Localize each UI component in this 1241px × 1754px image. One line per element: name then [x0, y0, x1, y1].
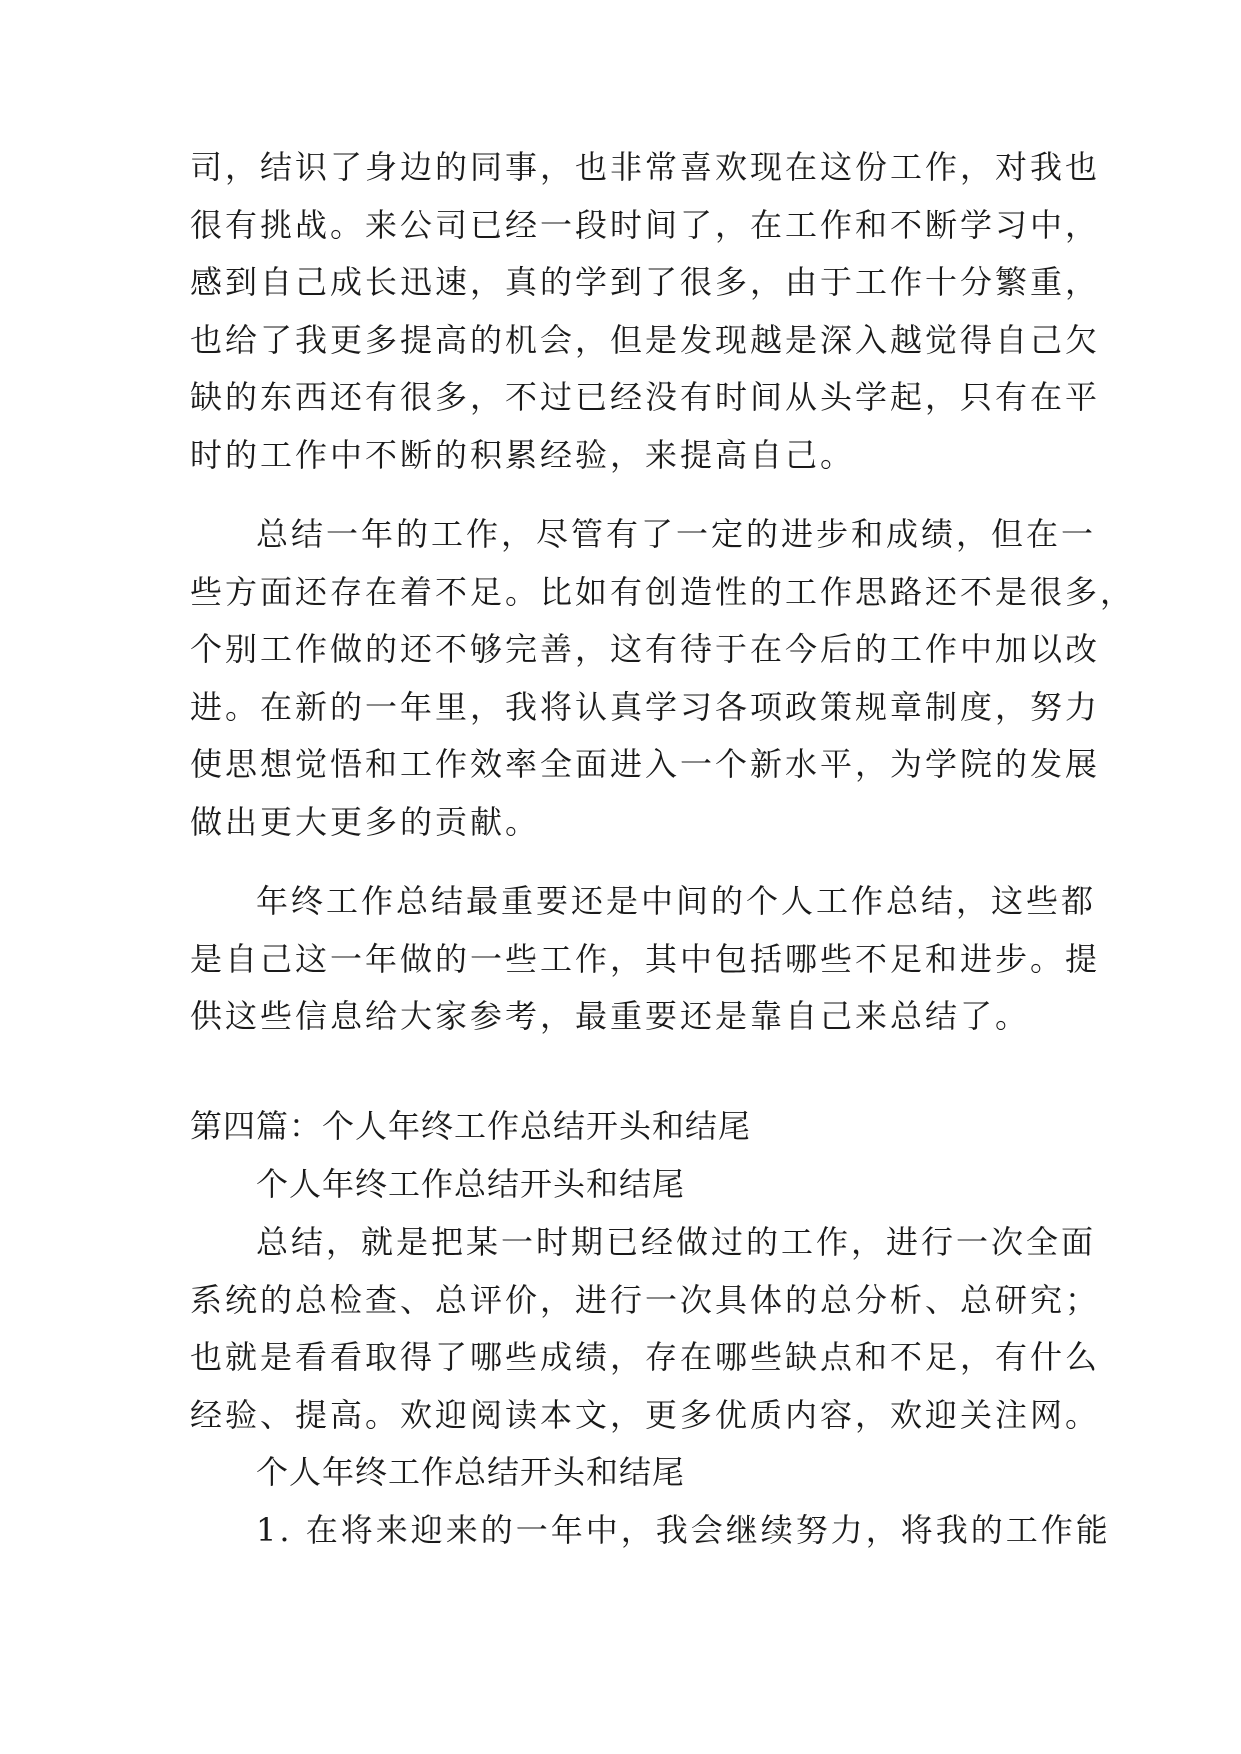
- text-line: 进。在新的一年里，我将认真学习各项政策规章制度，努力: [190, 687, 1101, 726]
- chapter-heading-block: [190, 1098, 1070, 1213]
- text-line: 也就是看看取得了哪些成绩，存在哪些缺点和不足，有什么: [190, 1338, 1101, 1376]
- text-line: 总结一年的工作，尽管有了一定的进步和成绩，但在一: [256, 515, 1097, 553]
- text-line: 也给了我更多提高的机会，但是发现越是深入越觉得自己欠: [190, 320, 1101, 359]
- text-line: 个别工作做的还不够完善，这有待于在今后的工作中加以改: [190, 630, 1101, 668]
- text-line: 些方面还存在着不足。比如有创造性的工作思路还不是很多，: [190, 572, 1136, 611]
- text-line: 经验、提高。欢迎阅读本文，更多优质内容，欢迎关注网。: [190, 1395, 1101, 1434]
- paragraph-definition: [190, 1214, 1101, 1444]
- subtitle-block: [190, 1444, 1111, 1559]
- chapter-heading: 第四篇：个人年终工作总结开头和结尾: [190, 1107, 752, 1145]
- text-line: 做出更大更多的贡献。: [190, 802, 541, 841]
- text-line: 司，结识了身边的同事，也非常喜欢现在这份工作，对我也: [190, 148, 1101, 186]
- text-line: 时的工作中不断的积累经验，来提高自己。: [190, 435, 856, 474]
- paragraph-intro: [190, 139, 1101, 484]
- text-line: 年终工作总结最重要还是中间的个人工作总结，这些都: [256, 882, 1097, 920]
- text-line: 缺的东西还有很多，不过已经没有时间从头学起，只有在平: [190, 378, 1101, 416]
- list-item: 1. 在将来迎来的一年中，我会继续努力，将我的工作能: [256, 1510, 1111, 1549]
- text-line: 系统的总检查、总评价，进行一次具体的总分析、总研究；: [190, 1280, 1101, 1319]
- subtitle: 个人年终工作总结开头和结尾: [256, 1453, 686, 1491]
- text-line: 总结，就是把某一时期已经做过的工作，进行一次全面: [256, 1223, 1097, 1261]
- text-line: 是自己这一年做的一些工作，其中包括哪些不足和进步。提: [190, 939, 1101, 978]
- text-line: 供这些信息给大家参考，最重要还是靠自己来总结了。: [190, 997, 1031, 1035]
- paragraph-closing: [190, 873, 1101, 1046]
- text-line: 使思想觉悟和工作效率全面进入一个新水平，为学院的发展: [190, 745, 1101, 783]
- text-line: 感到自己成长迅速，真的学到了很多，由于工作十分繁重，: [190, 263, 1101, 301]
- text-line: 很有挑战。来公司已经一段时间了，在工作和不断学习中，: [190, 205, 1101, 244]
- subtitle: 个人年终工作总结开头和结尾: [256, 1164, 686, 1203]
- paragraph-summary: [190, 506, 1136, 851]
